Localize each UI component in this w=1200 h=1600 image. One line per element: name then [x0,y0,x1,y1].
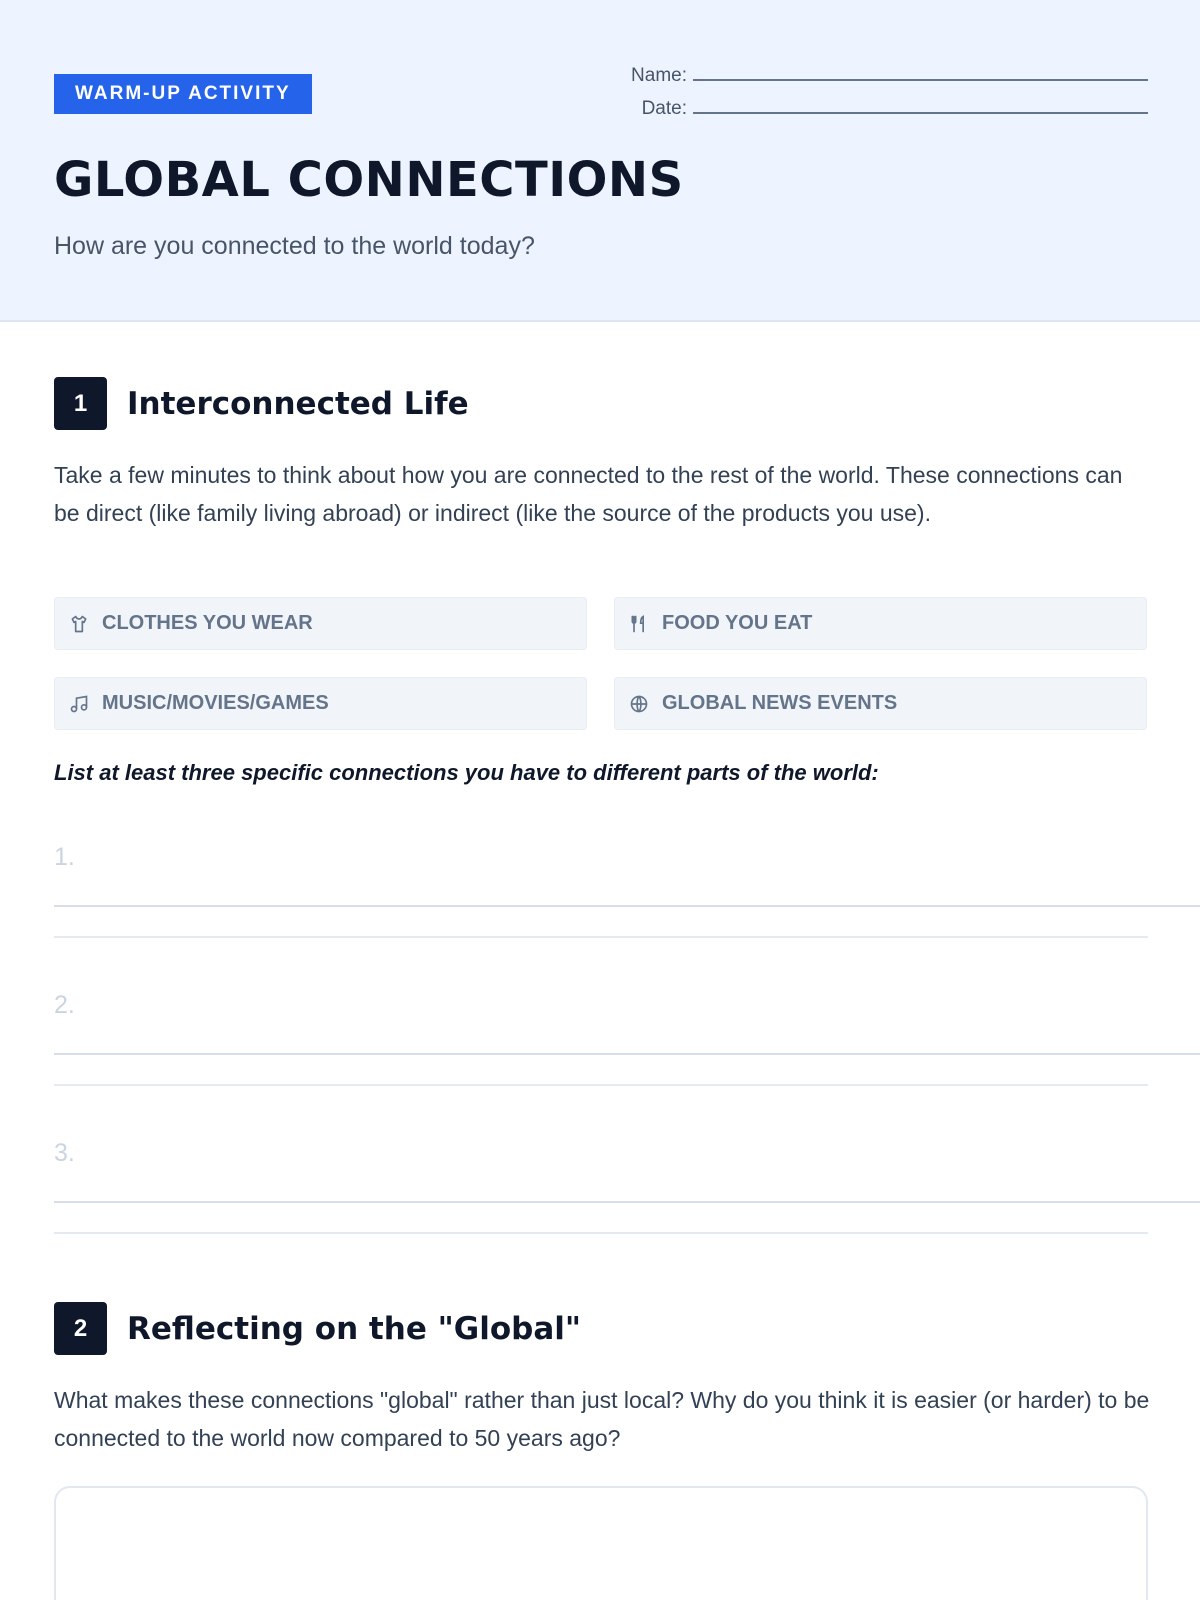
category-chip-news [614,677,1147,730]
reflection-answer-box[interactable] [54,1486,1148,1600]
date-row [608,87,1148,120]
divider [54,1084,1148,1086]
divider [54,936,1148,938]
name-row [608,54,1148,87]
answer-line[interactable] [54,1053,1200,1055]
activity-badge: WARM-UP ACTIVITY [54,74,312,114]
section-1-number: 1 [54,377,107,430]
section-2-title: Reflecting on the "Global" [127,1310,582,1347]
category-label: CLOTHES YOU WEAR [102,612,313,634]
utensils-icon [629,614,649,634]
answer-number: 2. [54,991,75,1019]
shirt-icon [69,614,89,634]
name-field[interactable] [693,79,1148,81]
answer-number: 1. [54,843,75,871]
category-label: GLOBAL NEWS EVENTS [662,692,898,714]
section-2-number: 2 [54,1302,107,1355]
answer-line[interactable] [54,1201,1200,1203]
category-label: FOOD YOU EAT [662,612,813,634]
page-title: GLOBAL CONNECTIONS [54,152,684,208]
name-date-block [608,54,1148,120]
date-label: Date: [641,98,687,119]
worksheet-header [0,0,1200,322]
page-subtitle: How are you connected to the world today? [54,232,535,260]
globe-icon [629,694,649,714]
section-2-description: What makes these connections "global" rather than just local? Why do you think it is easier (or harder) to be connected to the world now compared to 50 years ago? [54,1387,1150,1451]
list-prompt: List at least three specific connections you have to different parts of the world: [54,760,879,785]
divider [54,1232,1148,1234]
category-chip-food [614,597,1147,650]
section-2-heading [54,1302,581,1355]
category-chip-clothes [54,597,587,650]
category-label: MUSIC/MOVIES/GAMES [102,692,329,714]
music-note-icon [69,694,89,714]
section-1-description: Take a few minutes to think about how you are connected to the rest of the world. These connections can be direct (like family living abroad) or indirect (like the source of the products you use). [54,462,1123,526]
section-1-heading [54,377,469,430]
name-label: Name: [631,65,687,86]
category-chip-music [54,677,587,730]
answer-line[interactable] [54,905,1200,907]
answer-number: 3. [54,1139,75,1167]
section-1-title: Interconnected Life [127,385,469,422]
date-field[interactable] [693,112,1148,114]
